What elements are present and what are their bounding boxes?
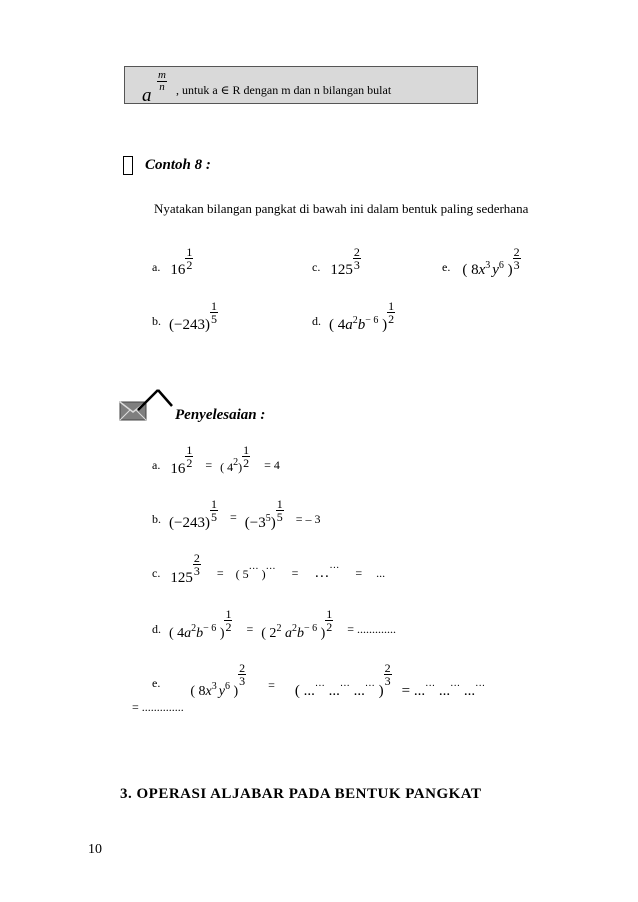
problem-label: e. bbox=[442, 260, 451, 274]
d-close: ) bbox=[216, 626, 225, 641]
e-close: ) bbox=[229, 684, 239, 699]
exp-num: 1 bbox=[210, 497, 217, 511]
solution-base bbox=[190, 681, 239, 699]
exp-num: 2 bbox=[239, 661, 246, 675]
exp-den: 3 bbox=[193, 564, 200, 578]
solution-exponent bbox=[224, 608, 232, 633]
instruction-text: Nyatakan bilangan pangkat di bawah ini dalam bentuk paling sederhana bbox=[154, 201, 529, 216]
problem-base: 16 bbox=[170, 262, 186, 278]
contoh-marker-icon bbox=[123, 156, 133, 175]
res-sup2: ··· bbox=[450, 681, 461, 692]
exp-den: 2 bbox=[388, 312, 395, 326]
d-sup-m6b: − 6 bbox=[303, 623, 318, 634]
e-y: y bbox=[492, 262, 499, 278]
exp-num: 1 bbox=[243, 443, 250, 457]
d-pre: ( 4 bbox=[169, 626, 185, 641]
e-sup6: 6 bbox=[498, 260, 504, 271]
definition-text: , untuk a ∈ R dengan m dan n bilangan bulat bbox=[176, 83, 392, 97]
solution-label: a. bbox=[152, 458, 161, 472]
d-sup2c: 2 bbox=[291, 623, 297, 634]
problem-b bbox=[152, 299, 218, 333]
solution-mid bbox=[220, 457, 243, 474]
equals: = bbox=[216, 566, 224, 580]
res-sup3: ··· bbox=[475, 681, 486, 692]
solution-label: e. bbox=[152, 676, 161, 690]
res-sup1: ··· bbox=[425, 681, 436, 692]
d-close: ) bbox=[378, 317, 388, 333]
solution-mid bbox=[245, 515, 276, 531]
exp-den: 3 bbox=[239, 674, 246, 688]
exp-num: 1 bbox=[326, 607, 333, 621]
res-dots1: ... bbox=[435, 683, 451, 699]
exp-num: 1 bbox=[186, 443, 193, 457]
equals: = bbox=[205, 458, 213, 472]
problem-base bbox=[329, 317, 387, 333]
rhs-open: ( ... bbox=[294, 683, 315, 699]
exp-num: 2 bbox=[384, 661, 391, 675]
solution-exponent-2 bbox=[384, 662, 392, 687]
solution-b bbox=[152, 497, 321, 531]
solution-rhs bbox=[295, 683, 384, 699]
exp-num: 1 bbox=[225, 607, 232, 621]
solution-label: d. bbox=[152, 622, 161, 636]
solution-result: = ............. bbox=[347, 622, 397, 636]
d-b2: b bbox=[296, 626, 304, 641]
solution-exponent bbox=[210, 498, 218, 523]
solution-label: b. bbox=[152, 512, 161, 526]
e-sup3: 3 bbox=[485, 260, 491, 271]
solution-base: 125 bbox=[170, 570, 193, 586]
solution-base: (−243) bbox=[169, 515, 210, 531]
e-y: y bbox=[218, 684, 225, 699]
equals: = bbox=[229, 510, 237, 524]
equals: = bbox=[355, 566, 363, 580]
rhs-sup2: ··· bbox=[339, 681, 350, 692]
mid-base: (−3 bbox=[244, 515, 266, 531]
exp-num: 2 bbox=[513, 245, 520, 259]
exp-den: 5 bbox=[210, 312, 217, 326]
exp-den: 3 bbox=[384, 674, 391, 688]
solution-result: = 4 bbox=[264, 458, 280, 472]
solution-exponent-2 bbox=[242, 444, 250, 469]
e-close: ) bbox=[503, 262, 513, 278]
mid-close: ) bbox=[238, 460, 243, 474]
mid-close: ) bbox=[258, 567, 266, 581]
res-eq: = ... bbox=[401, 683, 426, 699]
problem-label: b. bbox=[152, 314, 161, 328]
e-pre: ( 8 bbox=[190, 684, 206, 699]
mid-base: ( 5 bbox=[235, 567, 249, 581]
pencil-paper-icon bbox=[118, 388, 174, 422]
problem-exponent bbox=[353, 246, 361, 271]
solution-result: = – 3 bbox=[295, 512, 321, 526]
d-a: a bbox=[184, 626, 192, 641]
exp-den: 2 bbox=[186, 456, 193, 470]
problem-label: d. bbox=[312, 314, 321, 328]
mid-sup: 5 bbox=[265, 513, 271, 524]
exp-den: 3 bbox=[353, 258, 360, 272]
solution-e-continuation: = .............. bbox=[132, 700, 184, 714]
solution-a bbox=[152, 443, 280, 477]
exp-num: 1 bbox=[186, 245, 193, 259]
exp-den: 5 bbox=[276, 510, 283, 524]
problem-base bbox=[462, 262, 512, 278]
rhs-dots2: ... bbox=[349, 683, 365, 699]
solution-e bbox=[152, 661, 486, 699]
dots-sup: ··· bbox=[329, 563, 340, 574]
problem-label: c. bbox=[312, 260, 321, 274]
problem-a bbox=[152, 245, 193, 278]
exp-num: 2 bbox=[193, 551, 200, 565]
contoh-title: Contoh 8 : bbox=[145, 157, 211, 173]
solution-exponent bbox=[185, 444, 193, 469]
d-sup-m6: − 6 bbox=[203, 623, 217, 634]
e-sup3: 3 bbox=[211, 681, 217, 692]
equals: = bbox=[268, 678, 275, 692]
solution-base: 16 bbox=[170, 461, 186, 477]
solution-mid bbox=[235, 564, 276, 581]
d-a: a bbox=[345, 317, 353, 333]
mid-base: ( 4 bbox=[220, 460, 234, 474]
solution-exponent-2 bbox=[276, 498, 284, 523]
mid-sup-outer: ··· bbox=[265, 564, 276, 575]
problem-label: a. bbox=[152, 260, 161, 274]
rhs-close: ) bbox=[374, 683, 384, 699]
mid-sup: ··· bbox=[248, 564, 259, 575]
d-close2: ) bbox=[317, 626, 326, 641]
e-open: ( 8 bbox=[462, 262, 479, 278]
problem-base: 125 bbox=[330, 262, 353, 278]
dots: … bbox=[314, 565, 330, 581]
d-sup2: 2 bbox=[191, 623, 197, 634]
d-sup2: 2 bbox=[352, 315, 358, 326]
section-heading: 3. OPERASI ALJABAR PADA BENTUK PANGKAT bbox=[120, 786, 482, 802]
d-b: b bbox=[357, 317, 366, 333]
problem-e bbox=[442, 245, 521, 278]
exp-num: 1 bbox=[276, 497, 283, 511]
solution-d bbox=[152, 607, 397, 641]
d-sup2b: 2 bbox=[276, 623, 282, 634]
mid-close: ) bbox=[270, 515, 276, 531]
d-open: ( 4 bbox=[329, 317, 346, 333]
rhs-sup1: ··· bbox=[314, 681, 325, 692]
problem-c bbox=[312, 245, 361, 278]
exp-den: 5 bbox=[210, 510, 217, 524]
exp-num: 1 bbox=[210, 299, 217, 313]
mid-sup: 2 bbox=[233, 457, 239, 468]
rhs-sup3: ··· bbox=[364, 681, 375, 692]
problem-exponent bbox=[513, 246, 521, 271]
equals: = bbox=[246, 622, 254, 636]
problem-exponent bbox=[210, 300, 218, 325]
exp-num: 2 bbox=[353, 245, 360, 259]
rhs-dots1: ... bbox=[324, 683, 340, 699]
e-x: x bbox=[205, 684, 212, 699]
solution-base bbox=[169, 623, 225, 641]
definition-exp-den: n bbox=[159, 81, 165, 93]
exp-den: 2 bbox=[186, 258, 193, 272]
exp-num: 1 bbox=[388, 299, 395, 313]
equals: = bbox=[291, 566, 299, 580]
exp-den: 2 bbox=[326, 620, 333, 634]
exp-den: 2 bbox=[243, 456, 250, 470]
definition-base: a bbox=[142, 85, 152, 106]
d-a2: a bbox=[281, 626, 292, 641]
problem-exponent bbox=[387, 300, 395, 325]
solution-c bbox=[152, 551, 386, 586]
e-x: x bbox=[478, 262, 486, 278]
definition-exponent bbox=[157, 70, 167, 93]
problem-d bbox=[312, 299, 395, 333]
res-dots2: ... bbox=[460, 683, 476, 699]
solution-dots bbox=[314, 565, 339, 581]
solution-result: ... bbox=[376, 566, 386, 580]
page-number: 10 bbox=[88, 842, 102, 857]
exp-den: 3 bbox=[513, 258, 520, 272]
solution-result bbox=[402, 683, 485, 699]
solution-exponent-2 bbox=[325, 608, 333, 633]
d-b: b bbox=[196, 626, 204, 641]
solution-exponent bbox=[238, 662, 246, 687]
solution-mid bbox=[261, 623, 326, 641]
solution-exponent bbox=[193, 552, 201, 577]
d-pre2: ( 2 bbox=[261, 626, 277, 641]
definition-exp-num: m bbox=[158, 69, 166, 81]
e-sup6: 6 bbox=[224, 681, 230, 692]
solution-label: c. bbox=[152, 566, 161, 580]
problem-base: (−243) bbox=[169, 317, 210, 333]
d-sup-m6: − 6 bbox=[365, 315, 379, 326]
penyelesaian-title: Penyelesaian : bbox=[175, 407, 266, 423]
exp-den: 2 bbox=[225, 620, 232, 634]
problem-exponent bbox=[185, 246, 193, 271]
